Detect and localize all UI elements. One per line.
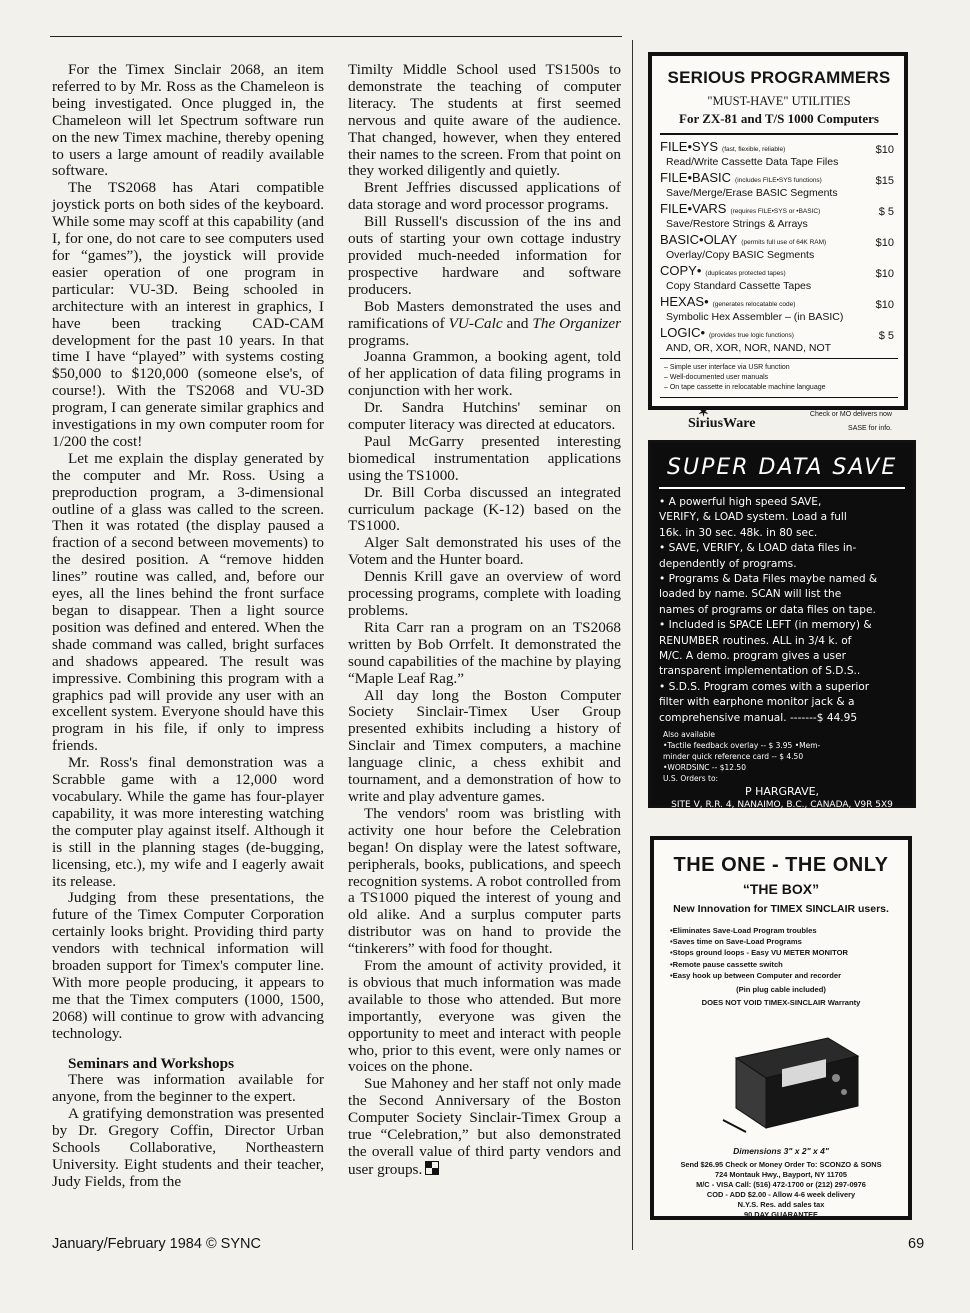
product-description: Save/Merge/Erase BASIC Segments <box>666 187 838 199</box>
product-price: $10 <box>875 144 894 156</box>
product-name: FILE•SYS <box>660 139 719 154</box>
order-notes <box>810 408 892 436</box>
product-name: BASIC•OLAY <box>660 232 738 247</box>
product-item <box>660 296 898 323</box>
product-price: $15 <box>875 175 894 187</box>
divider <box>660 397 898 398</box>
article-column-1 <box>52 62 324 1191</box>
also-line: Also available <box>663 730 715 740</box>
warranty-note: DOES NOT VOID TIMEX-SINCLAIR Warranty <box>701 998 861 1008</box>
footer-issue: January/February 1984 © SYNC <box>52 1236 261 1252</box>
also-line: minder quick reference card -- $ 4.50 <box>663 752 804 762</box>
order-line: 724 Montauk Hwy., Bayport, NY 11705 <box>715 1170 847 1179</box>
product-item <box>660 141 898 168</box>
also-line: U.S. Orders to: <box>663 774 719 784</box>
order-line: Send $26.95 Check or Money Order To: SCONZO & SONS <box>680 1160 882 1169</box>
fraction: 1/200 <box>52 432 87 450</box>
ad-line: • S.D.S. Program comes with a superior <box>659 680 870 693</box>
ad-line: transparent implementation of S.D.S.. <box>659 665 861 678</box>
article-paragraph: Bill Russell's discussion of the ins and outs of starting your own cottage industry provided much-needed information for prospective hardware and software producers. <box>348 213 621 298</box>
article-paragraph: Judging from these presentations, the future of the Timex Computer Corporation certainly looks bright. Providing third party vendors with technical information will broaden support for Timex's computer line. With more people producing, it appears to me that the Timex computers (1000, 1500, 2068) will continue to grow with advancing technology. <box>52 889 324 1042</box>
ad-body <box>651 495 913 726</box>
product-note: (generates relocatable code) <box>712 301 796 308</box>
paragraph-text: The TS2068 has Atari compatible joystick ports on both sides of the keyboard. While some may scoff at this capability (and I, for one, do not care to see computers used for “games”), the joystick will provide easier operation of one program in particular: VU-3D. Being schooled in architecture with an interest in graphics, I have been tracking CAD-CAM development for the past 10 years. In that time I have “played” with systems costing $50,000 to $120,000 (someone else's, of course!). With the TS2068 and VU-3D program, I can generate similar graphics and investigations in my own computer room for <box>52 179 324 434</box>
divider <box>660 358 898 359</box>
paragraph-text: the cost! <box>86 432 143 450</box>
order-info <box>654 1160 908 1220</box>
product-price: $ 5 <box>878 206 894 218</box>
feature-bullet: •Remote pause cassette switch <box>670 959 783 969</box>
article-paragraph: There was information available for anyone, from the beginner to the expert. <box>52 1071 324 1106</box>
divider <box>660 133 898 135</box>
end-of-article-icon <box>425 1161 439 1175</box>
paragraph-text: Bob Masters demonstrated the uses and ramifications of <box>348 297 621 332</box>
vendor-name: P HARGRAVE, <box>744 785 820 799</box>
dimensions: Dimensions 3" x 2" x 4" <box>733 1146 829 1156</box>
product-note: (duplicates protected tapes) <box>705 270 786 277</box>
sase-note: SASE for info. <box>848 425 892 432</box>
feature-bullet: – Simple user interface via USR function <box>664 364 790 371</box>
ad-line: • A powerful high speed SAVE, <box>659 496 822 508</box>
paragraph-text: Sue Mahoney and her staff not only made the Second Anniversary of the Boston Computer Society Sinclair-Timex Group a true “Celebration,” but also demonstrated the overall value of third party vendors and user groups. <box>348 1075 621 1178</box>
product-price: $10 <box>875 299 894 311</box>
program-title: The Organizer <box>532 314 621 332</box>
article-paragraph <box>348 1076 621 1178</box>
ad-title: SERIOUS PROGRAMMERS <box>667 68 891 87</box>
company-row <box>660 404 898 442</box>
also-line: •WORDSINC -- $12.50 <box>663 763 746 773</box>
ad-line: comprehensive manual. -------$ 44.95 <box>659 711 858 724</box>
ad-line: RENUMBER routines. ALL in 3/4 k. of <box>659 634 852 647</box>
product-description: Symbolic Hex Assembler – (in BASIC) <box>666 311 844 323</box>
ad-serious-programmers <box>648 52 908 432</box>
product-description: Save/Restore Strings & Arrays <box>666 218 808 230</box>
ad-subtitle-2: For ZX-81 and T/S 1000 Computers <box>679 111 879 126</box>
feature-list <box>660 363 898 393</box>
ad-the-box <box>650 836 912 1220</box>
ad-tagline: New Innovation for TIMEX SINCLAIR users. <box>673 903 889 915</box>
divider <box>659 487 905 489</box>
article-paragraph: A gratifying demonstration was presented by Dr. Gregory Coffin, Director Urban Schools Collaborative, Northeastern University. Eight students and their teacher, Judy Fields, from the <box>52 1105 324 1190</box>
article-paragraph: From the amount of activity provided, it is obvious that much information was made available to those who attended. But more importantly, everyone was given the opportunity to meet and interact with people who, prior to this event, were only names or voices on the phone. <box>348 957 621 1076</box>
ad-line: • SAVE, VERIFY, & LOAD data files in- <box>659 542 857 555</box>
box-device-illustration <box>718 1028 868 1136</box>
column-divider <box>632 40 633 1250</box>
siriusware-logo <box>688 404 756 432</box>
also-line: •Tactile feedback overlay -- $ 3.95 •Mem- <box>663 741 821 751</box>
ad-title: SUPER DATA SAVE <box>667 455 898 480</box>
article-paragraph: Mr. Ross's final demonstration was a Scrabble game with a 12,000 word vocabulary. While the game has four-player capability, it was more interesting watching the computer play against itself. Although it is still in the planning stages (de-bugging, licensing, etc.), my wife and I eagerly await its release. <box>52 754 324 890</box>
ad-line: loaded by name. SCAN will list the <box>659 588 842 601</box>
feature-bullet: •Easy hook up between Computer and recorder <box>670 970 842 980</box>
article-paragraph: Joanna Grammon, a booking agent, told of her application of data filing programs in conjunction with her work. <box>348 348 621 400</box>
article-paragraph: Timilty Middle School used TS1500s to demonstrate the teaching of computer literacy. The students at first seemed nervous and quite aware of the audience. That changed, however, when they entered their names to the screen. From that point on they worked diligently and quietly. <box>348 61 621 180</box>
product-description: AND, OR, XOR, NOR, NAND, NOT <box>666 342 832 354</box>
paragraph-text: programs. <box>348 331 410 349</box>
ad-line: filter with earphone monitor jack & a <box>659 696 855 709</box>
check-note: Check or MO delivers now <box>809 411 892 418</box>
product-note: (permits full use of 64K RAM) <box>741 239 827 246</box>
page-number: 69 <box>908 1236 925 1252</box>
ad-line: 16k. in 30 sec. 48k. in 80 sec. <box>659 526 818 539</box>
product-note: (includes FILE•SYS functions) <box>735 177 822 184</box>
ad-subtitle: “THE BOX” <box>742 881 820 897</box>
feature-bullet: – Well-documented user manuals <box>664 374 769 381</box>
product-list <box>660 141 898 354</box>
product-item <box>660 234 898 261</box>
vendor-address: SITE V, R.R. 4, NANAIMO, B.C., CANADA, V9R 5X9 <box>671 800 893 811</box>
ad-line: names of programs or data files on tape. <box>659 603 876 616</box>
product-price: $10 <box>875 268 894 280</box>
article-column-2 <box>348 62 621 1179</box>
product-item <box>660 327 898 354</box>
product-note: (requires FILE•SYS or •BASIC) <box>730 208 821 215</box>
article-paragraph <box>348 299 621 350</box>
ad-line: M/C. A demo. program gives a user <box>659 650 846 663</box>
product-price: $ 5 <box>878 330 894 342</box>
ad-subtitle: "MUST-HAVE" UTILITIES <box>707 94 851 108</box>
product-item <box>660 265 898 292</box>
order-line: 90 DAY GUARANTEE <box>744 1210 818 1219</box>
article-paragraph <box>52 180 324 451</box>
order-line: N.Y.S. Res. add sales tax <box>737 1200 825 1209</box>
paragraph-text: and <box>502 314 533 332</box>
order-line: M/C - VISA Call: (516) 472-1700 or (212) 297-0976 <box>696 1180 866 1189</box>
article-paragraph: Alger Salt demonstrated his uses of the Votem and the Hunter board. <box>348 534 621 569</box>
ad-line: • Included is SPACE LEFT (in memory) & <box>659 619 872 632</box>
ad-line: dependently of programs. <box>659 557 797 570</box>
product-price: $10 <box>875 237 894 249</box>
feature-bullet: •Saves time on Save-Load Programs <box>670 937 802 947</box>
ad-line: • Programs & Data Files maybe named & <box>659 573 878 586</box>
top-rule <box>50 36 622 37</box>
ad-super-data-save <box>648 440 916 811</box>
article-paragraph: Let me explain the display generated by the computer and Mr. Ross. Using a preproduction program, a 3-dimensional outline of a glass was called to the screen. Then it was rotated (the display paused a fraction of a second between movements) to the desired position. A “remove hidden lines” routine was called, and, before our eyes, all the lines behind the front surface began to disappear. Then a light source position was defined and entered. When the shade command was called, bright surfaces and shadows appeared. The result was impressive. Combining this program with a graphics pad will provide any user with an excellent system. Everyone should have this program in his file, if only to impress friends. <box>52 449 324 755</box>
product-description: Copy Standard Cassette Tapes <box>666 280 812 292</box>
article-paragraph: Dennis Krill gave an overview of word processing programs, complete with loading problems. <box>348 568 621 619</box>
section-subhead: Seminars and Workshops <box>68 1054 234 1072</box>
product-name: COPY• <box>660 263 702 278</box>
article-paragraph: The vendors' room was bristling with activity one hour before the Celebration began! On display were the latest software, peripherals, books, publications, and speech recognition systems. A robot controlled from a TS1000 piqued the interest of young and old alike. And a surplus computer parts distributor was on hand to provide the “tinkerers” with food for thought. <box>348 804 621 958</box>
article-paragraph: Rita Carr ran a program on an TS2068 written by Bob Orrfelt. It demonstrated the sound capabilities of the machine by playing “Maple Leaf Rag.” <box>348 618 621 687</box>
feature-bullet: •Stops ground loops - Easy VU METER MONITOR <box>670 948 849 958</box>
article-paragraph: Brent Jeffries discussed applications of data storage and word processor programs. <box>348 179 621 214</box>
product-item <box>660 203 898 230</box>
feature-bullet: – On tape cassette in relocatable machine language <box>664 384 826 391</box>
product-note: (fast, flexible, reliable) <box>722 146 786 153</box>
product-description: Read/Write Cassette Data Tape Files <box>666 156 839 168</box>
logo-text: SiriusWare <box>688 416 756 431</box>
article-paragraph: Dr. Sandra Hutchins' seminar on computer literacy was directed at educators. <box>348 399 621 434</box>
plug-note: (Pin plug cable included) <box>736 985 826 995</box>
order-line: COD - ADD $2.00 - Allow 4-6 week delivery <box>706 1190 856 1199</box>
feature-list <box>670 925 908 981</box>
ad-title: THE ONE - THE ONLY <box>673 854 889 876</box>
article-paragraph: All day long the Boston Computer Society Sinclair-Timex User Group presented exhibits including a history of Sinclair and Timex computers, a machine language clinic, a chess exhibit and tournament, and a demonstration of how to write and play adventure games. <box>348 686 621 805</box>
article-paragraph: For the Timex Sinclair 2068, an item referred to by Mr. Ross as the Chameleon is being investigated. Once plugged in, the Chameleon will let Spectrum software run on the new Timex machine, thereby opening to users a large amount of readily available software. <box>52 61 324 180</box>
product-name: FILE•VARS <box>660 201 727 216</box>
product-note: (provides true logic functions) <box>709 332 794 339</box>
product-name: FILE•BASIC <box>660 170 732 185</box>
feature-bullet: •Eliminates Save-Load Program troubles <box>670 926 817 935</box>
product-description: Overlay/Copy BASIC Segments <box>666 249 815 261</box>
product-name: HEXAS• <box>660 294 709 309</box>
ad-line: VERIFY, & LOAD system. Load a full <box>659 511 847 524</box>
program-title: VU-Calc <box>448 314 503 332</box>
article-paragraph: Paul McGarry presented interesting biomedical instrumentation applications using the TS1000. <box>348 432 621 484</box>
star-icon: ✶ <box>698 404 709 419</box>
product-name: LOGIC• <box>660 325 706 340</box>
also-available <box>651 726 913 784</box>
product-item <box>660 172 898 199</box>
article-paragraph: Dr. Bill Corba discussed an integrated curriculum package (K-12) based on the TS1000. <box>348 483 621 535</box>
